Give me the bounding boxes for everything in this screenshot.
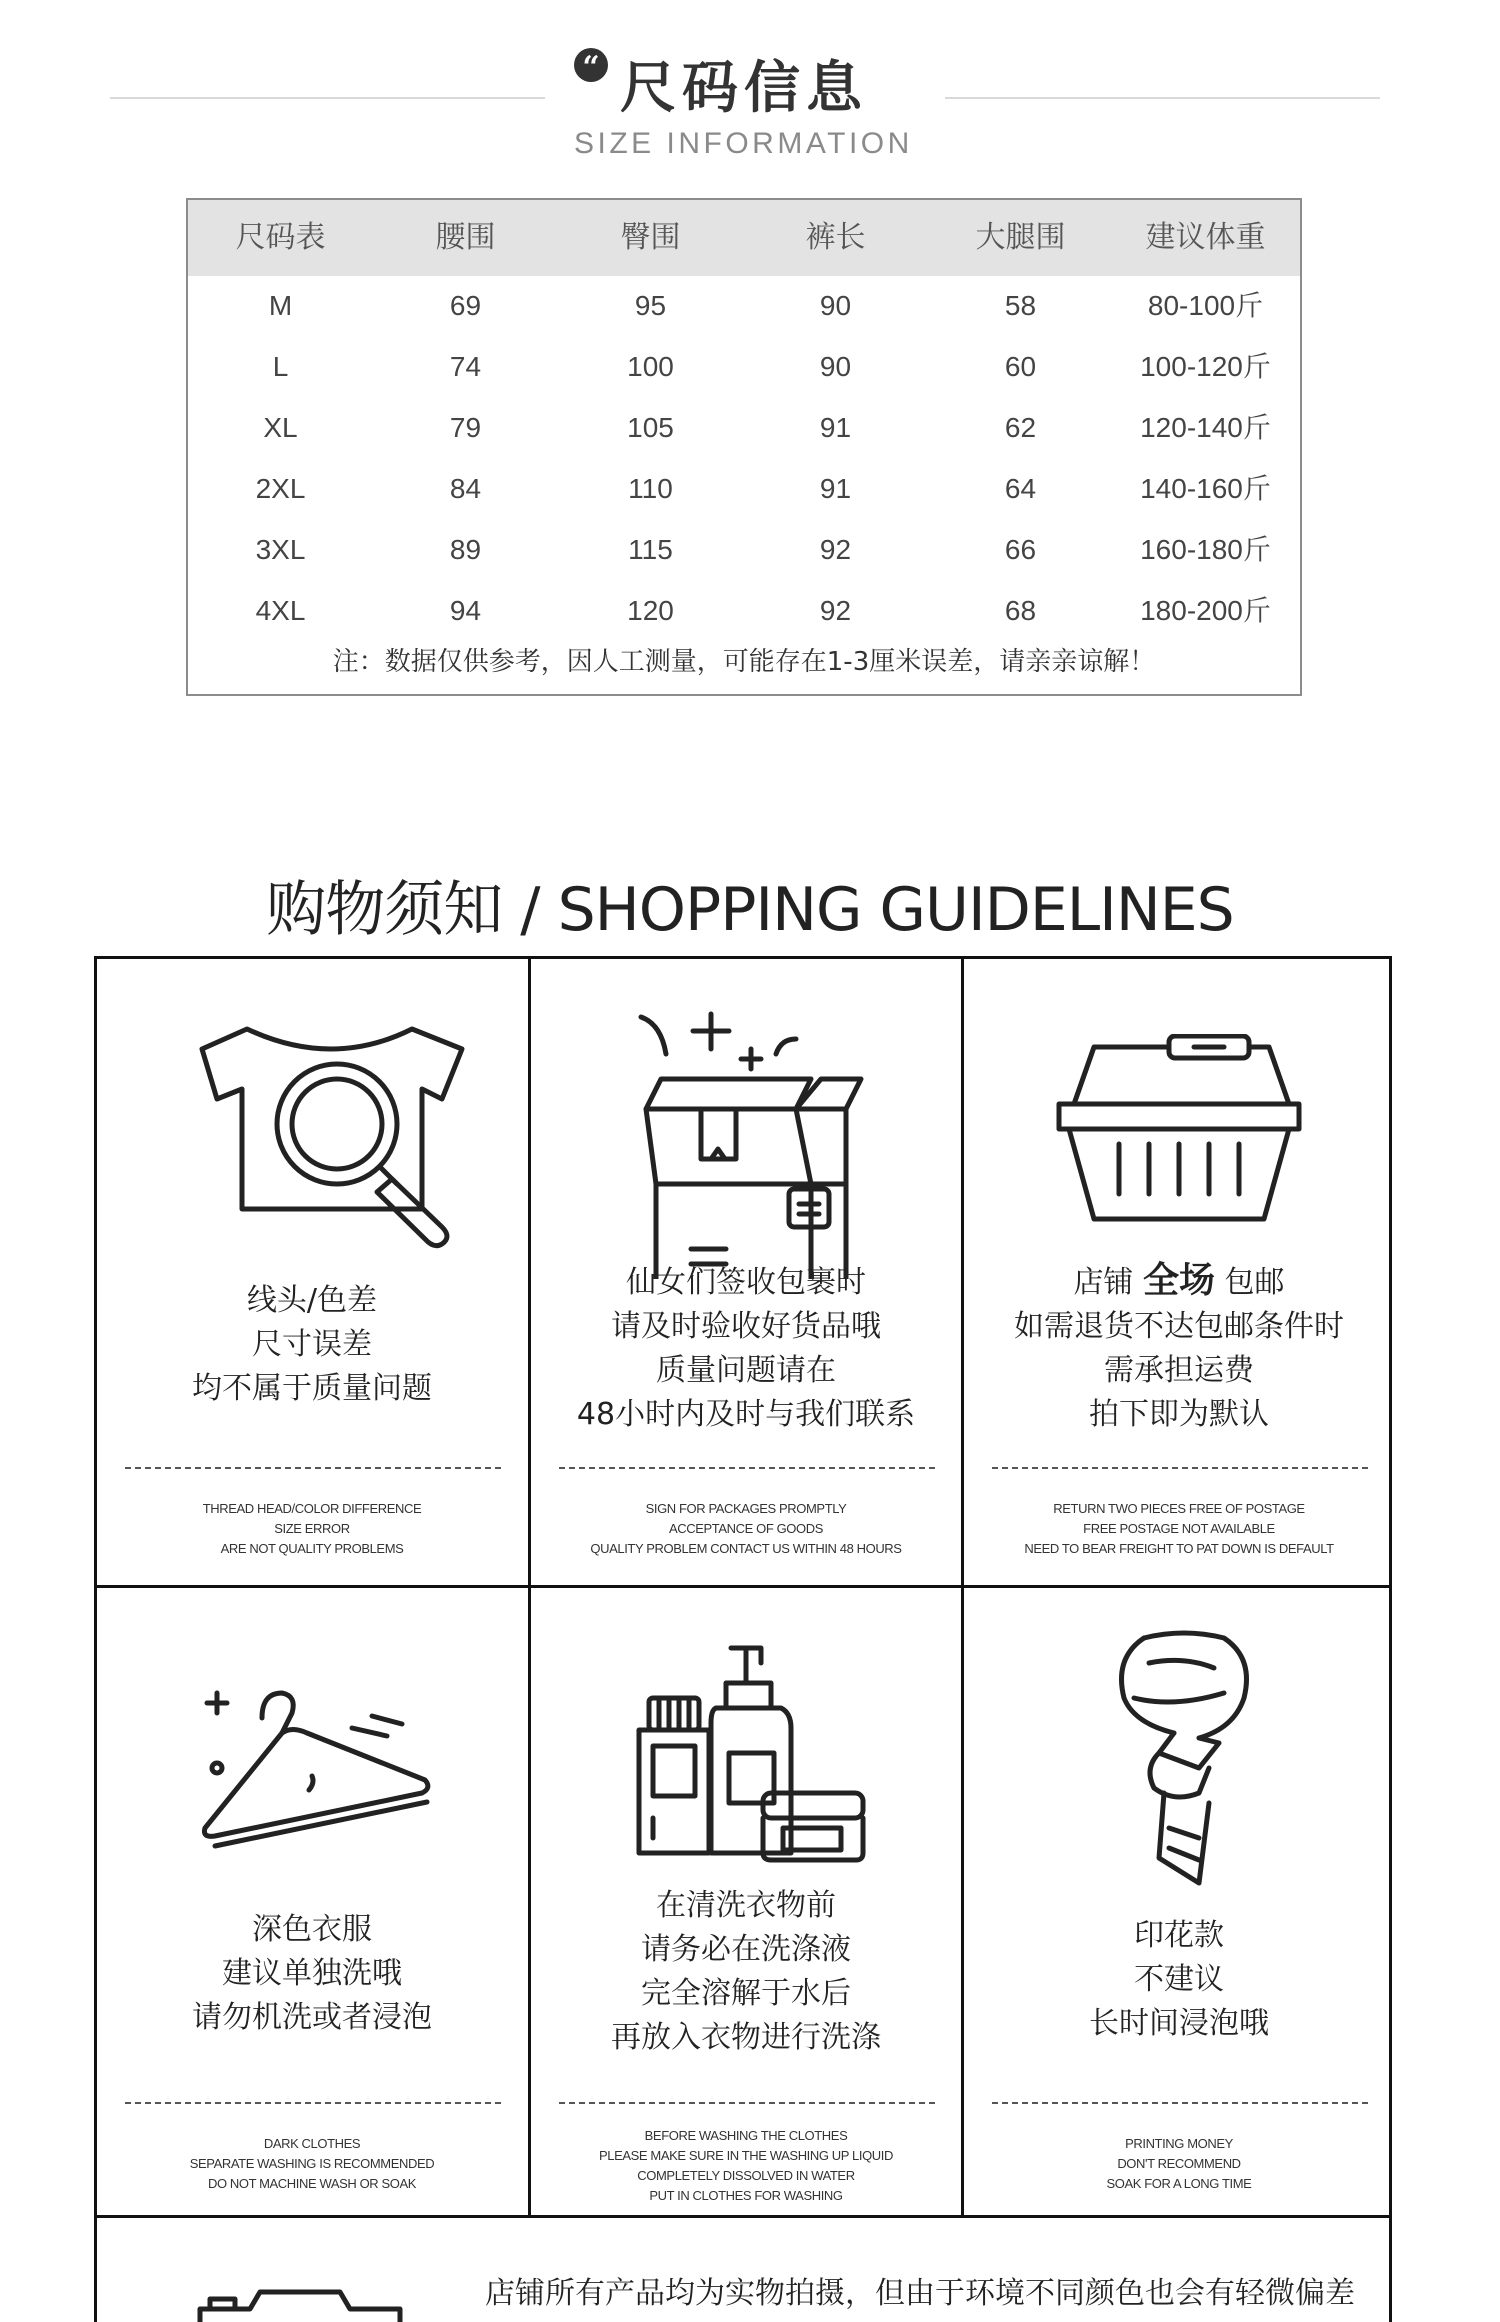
guideline-en-line: SIZE ERROR xyxy=(274,1521,350,1536)
header-cell-hip: 臀围 xyxy=(620,220,681,255)
guideline-cn-line: 48小时内及时与我们联系 xyxy=(576,1397,916,1432)
cell-weight: 140-160斤 xyxy=(1140,473,1271,504)
guideline-en-line: THREAD HEAD/COLOR DIFFERENCE xyxy=(202,1501,422,1516)
cell-waist: 94 xyxy=(449,595,482,626)
cell-waist: 69 xyxy=(449,290,482,321)
cell-weight: 160-180斤 xyxy=(1140,534,1271,565)
table-row xyxy=(188,398,1300,459)
cell-hip: 115 xyxy=(628,534,673,565)
guideline-cn-line: 请及时验收好货品哦 xyxy=(611,1309,881,1344)
cell-waist: 74 xyxy=(449,351,482,382)
photo-notice: 店铺所有产品均为实物拍摄，但由于环境不同颜色也会有轻微偏差 xyxy=(485,2276,1355,2311)
cell-hip: 100 xyxy=(627,351,674,382)
guideline-cn-line: 请勿机洗或者浸泡 xyxy=(192,2000,432,2035)
guideline-cn-line: 在清洗衣物前 xyxy=(656,1888,836,1923)
guideline-en-line: ARE NOT QUALITY PROBLEMS xyxy=(220,1541,404,1556)
guideline-cn-line: 长时间浸泡哦 xyxy=(1089,2006,1269,2041)
table-row xyxy=(188,581,1300,642)
guideline-panel-washing xyxy=(531,1588,961,2215)
cell-length: 91 xyxy=(819,473,852,504)
guideline-cn-line: 再放入衣物进行洗涤 xyxy=(611,2020,881,2055)
table-row xyxy=(188,337,1300,398)
guideline-en-line: SOAK FOR A LONG TIME xyxy=(1106,2176,1252,2191)
cell-weight: 80-100斤 xyxy=(1147,290,1264,321)
guideline-en-line: DON'T RECOMMEND xyxy=(1117,2156,1241,2171)
hanger-icon xyxy=(197,1678,437,1858)
table-row xyxy=(188,520,1300,581)
guideline-cn-part: 包邮 xyxy=(1215,1265,1285,1300)
dashed-divider xyxy=(992,1467,1368,1469)
guideline-en-line: COMPLETELY DISSOLVED IN WATER xyxy=(637,2168,855,2183)
cell-weight: 100-120斤 xyxy=(1140,351,1271,382)
cell-hip: 95 xyxy=(634,290,667,321)
guideline-en-line: PLEASE MAKE SURE IN THE WASHING UP LIQUID xyxy=(599,2148,893,2163)
header-cell-size: 尺码表 xyxy=(235,220,326,255)
cell-size: 2XL xyxy=(255,473,306,504)
cell-hip: 110 xyxy=(628,473,673,504)
guideline-cn-line: 印花款 xyxy=(1134,1918,1224,1953)
size-table xyxy=(186,198,1302,696)
dashed-divider xyxy=(125,1467,501,1469)
cell-size: XL xyxy=(263,412,298,443)
guideline-en-line: RETURN TWO PIECES FREE OF POSTAGE xyxy=(1053,1501,1305,1516)
page-title: 尺码信息 xyxy=(620,56,868,121)
cell-thigh: 62 xyxy=(1004,412,1037,443)
guideline-cn-line: 请务必在洗涤液 xyxy=(641,1932,851,1967)
guideline-panel-sign xyxy=(531,959,961,1585)
guideline-cn-line xyxy=(964,1259,1394,1305)
grid-divider xyxy=(94,2215,1392,2218)
guideline-en-line: SIGN FOR PACKAGES PROMPTLY xyxy=(645,1501,847,1516)
cell-hip: 105 xyxy=(627,412,674,443)
tshirt-magnifier-icon xyxy=(187,1009,467,1249)
header-cell-weight: 建议体重 xyxy=(1145,220,1266,255)
camera-icon xyxy=(190,2284,410,2322)
cell-weight: 120-140斤 xyxy=(1140,412,1271,443)
cell-length: 92 xyxy=(819,595,852,626)
dashed-divider xyxy=(125,2102,501,2104)
guideline-cn-part: 店铺 xyxy=(1073,1265,1143,1300)
guideline-panel-thread xyxy=(97,959,527,1585)
guideline-cn-line: 完全溶解于水后 xyxy=(641,1976,851,2011)
guideline-en-line: DO NOT MACHINE WASH OR SOAK xyxy=(207,2176,417,2191)
guideline-en-line: NEED TO BEAR FREIGHT TO PAT DOWN IS DEFAULT xyxy=(1024,1541,1334,1556)
cell-length: 91 xyxy=(819,412,852,443)
guideline-cn-line: 如需退货不达包邮条件时 xyxy=(1014,1309,1344,1344)
open-box-icon xyxy=(621,1009,881,1279)
size-note: 注：数据仅供参考，因人工测量，可能存在1-3厘米误差，请亲亲谅解！ xyxy=(332,647,1156,677)
header-divider-left xyxy=(110,97,545,99)
guideline-cn-emphasis: 全场 xyxy=(1142,1260,1215,1301)
dashed-divider xyxy=(559,2102,935,2104)
guideline-panel-dark-clothes xyxy=(97,1588,527,2215)
cell-weight: 180-200斤 xyxy=(1140,595,1271,626)
cell-thigh: 64 xyxy=(1004,473,1037,504)
cell-waist: 84 xyxy=(449,473,482,504)
guideline-cn-line: 尺寸误差 xyxy=(252,1327,372,1362)
cell-size: M xyxy=(268,290,293,321)
dashed-divider xyxy=(992,2102,1368,2104)
guideline-cn-line: 拍下即为默认 xyxy=(1089,1397,1269,1432)
guideline-cn-line: 均不属于质量问题 xyxy=(192,1371,432,1406)
cell-waist: 89 xyxy=(449,534,482,565)
scarf-icon xyxy=(1104,1628,1264,1888)
header-cell-thigh: 大腿围 xyxy=(975,220,1066,255)
quote-icon: “ xyxy=(574,48,608,82)
cell-thigh: 58 xyxy=(1004,290,1037,321)
page-subtitle: SIZE INFORMATION xyxy=(574,127,913,160)
cell-thigh: 68 xyxy=(1004,595,1037,626)
guideline-panel-shipping xyxy=(964,959,1394,1585)
guideline-en-line: ACCEPTANCE OF GOODS xyxy=(669,1521,823,1536)
guideline-en-line: SEPARATE WASHING IS RECOMMENDED xyxy=(189,2156,435,2171)
cell-size: 4XL xyxy=(255,595,306,626)
cell-waist: 79 xyxy=(449,412,482,443)
cell-thigh: 66 xyxy=(1004,534,1037,565)
guideline-en-line: QUALITY PROBLEM CONTACT US WITHIN 48 HOURS xyxy=(590,1541,902,1556)
table-row xyxy=(188,459,1300,520)
guideline-cn-line: 质量问题请在 xyxy=(656,1353,836,1388)
guideline-en-line: PUT IN CLOTHES FOR WASHING xyxy=(649,2188,843,2203)
header-divider-right xyxy=(945,97,1380,99)
cell-length: 92 xyxy=(819,534,852,565)
shopping-basket-icon xyxy=(1054,1034,1304,1234)
dashed-divider xyxy=(559,1467,935,1469)
header-cell-length: 裤长 xyxy=(805,220,866,255)
cell-size: L xyxy=(272,351,289,382)
guideline-cn-line: 不建议 xyxy=(1134,1962,1224,1997)
guideline-cn-line: 需承担运费 xyxy=(1104,1353,1254,1388)
cell-length: 90 xyxy=(819,290,852,321)
guideline-cn-line: 线头/色差 xyxy=(246,1283,378,1318)
guideline-en-line: BEFORE WASHING THE CLOTHES xyxy=(644,2128,848,2143)
guideline-en-line: PRINTING MONEY xyxy=(1125,2136,1233,2151)
guideline-cn-line: 建议单独洗哦 xyxy=(222,1956,402,1991)
guideline-cn-line: 仙女们签收包裹时 xyxy=(626,1265,866,1300)
guideline-en-line: FREE POSTAGE NOT AVAILABLE xyxy=(1083,1521,1275,1536)
guidelines-title: 购物须知 / SHOPPING GUIDELINES xyxy=(266,875,1234,945)
header-cell-waist: 腰围 xyxy=(435,220,496,255)
size-table-header xyxy=(188,200,1300,276)
cell-thigh: 60 xyxy=(1004,351,1037,382)
guideline-cn-line: 深色衣服 xyxy=(252,1912,372,1947)
guideline-panel-printing xyxy=(964,1588,1394,2215)
guideline-en-line: DARK CLOTHES xyxy=(263,2136,361,2151)
cell-length: 90 xyxy=(819,351,852,382)
detergent-bottles-icon xyxy=(631,1638,871,1878)
cell-size: 3XL xyxy=(255,534,306,565)
cell-hip: 120 xyxy=(627,595,674,626)
table-row xyxy=(188,276,1300,337)
